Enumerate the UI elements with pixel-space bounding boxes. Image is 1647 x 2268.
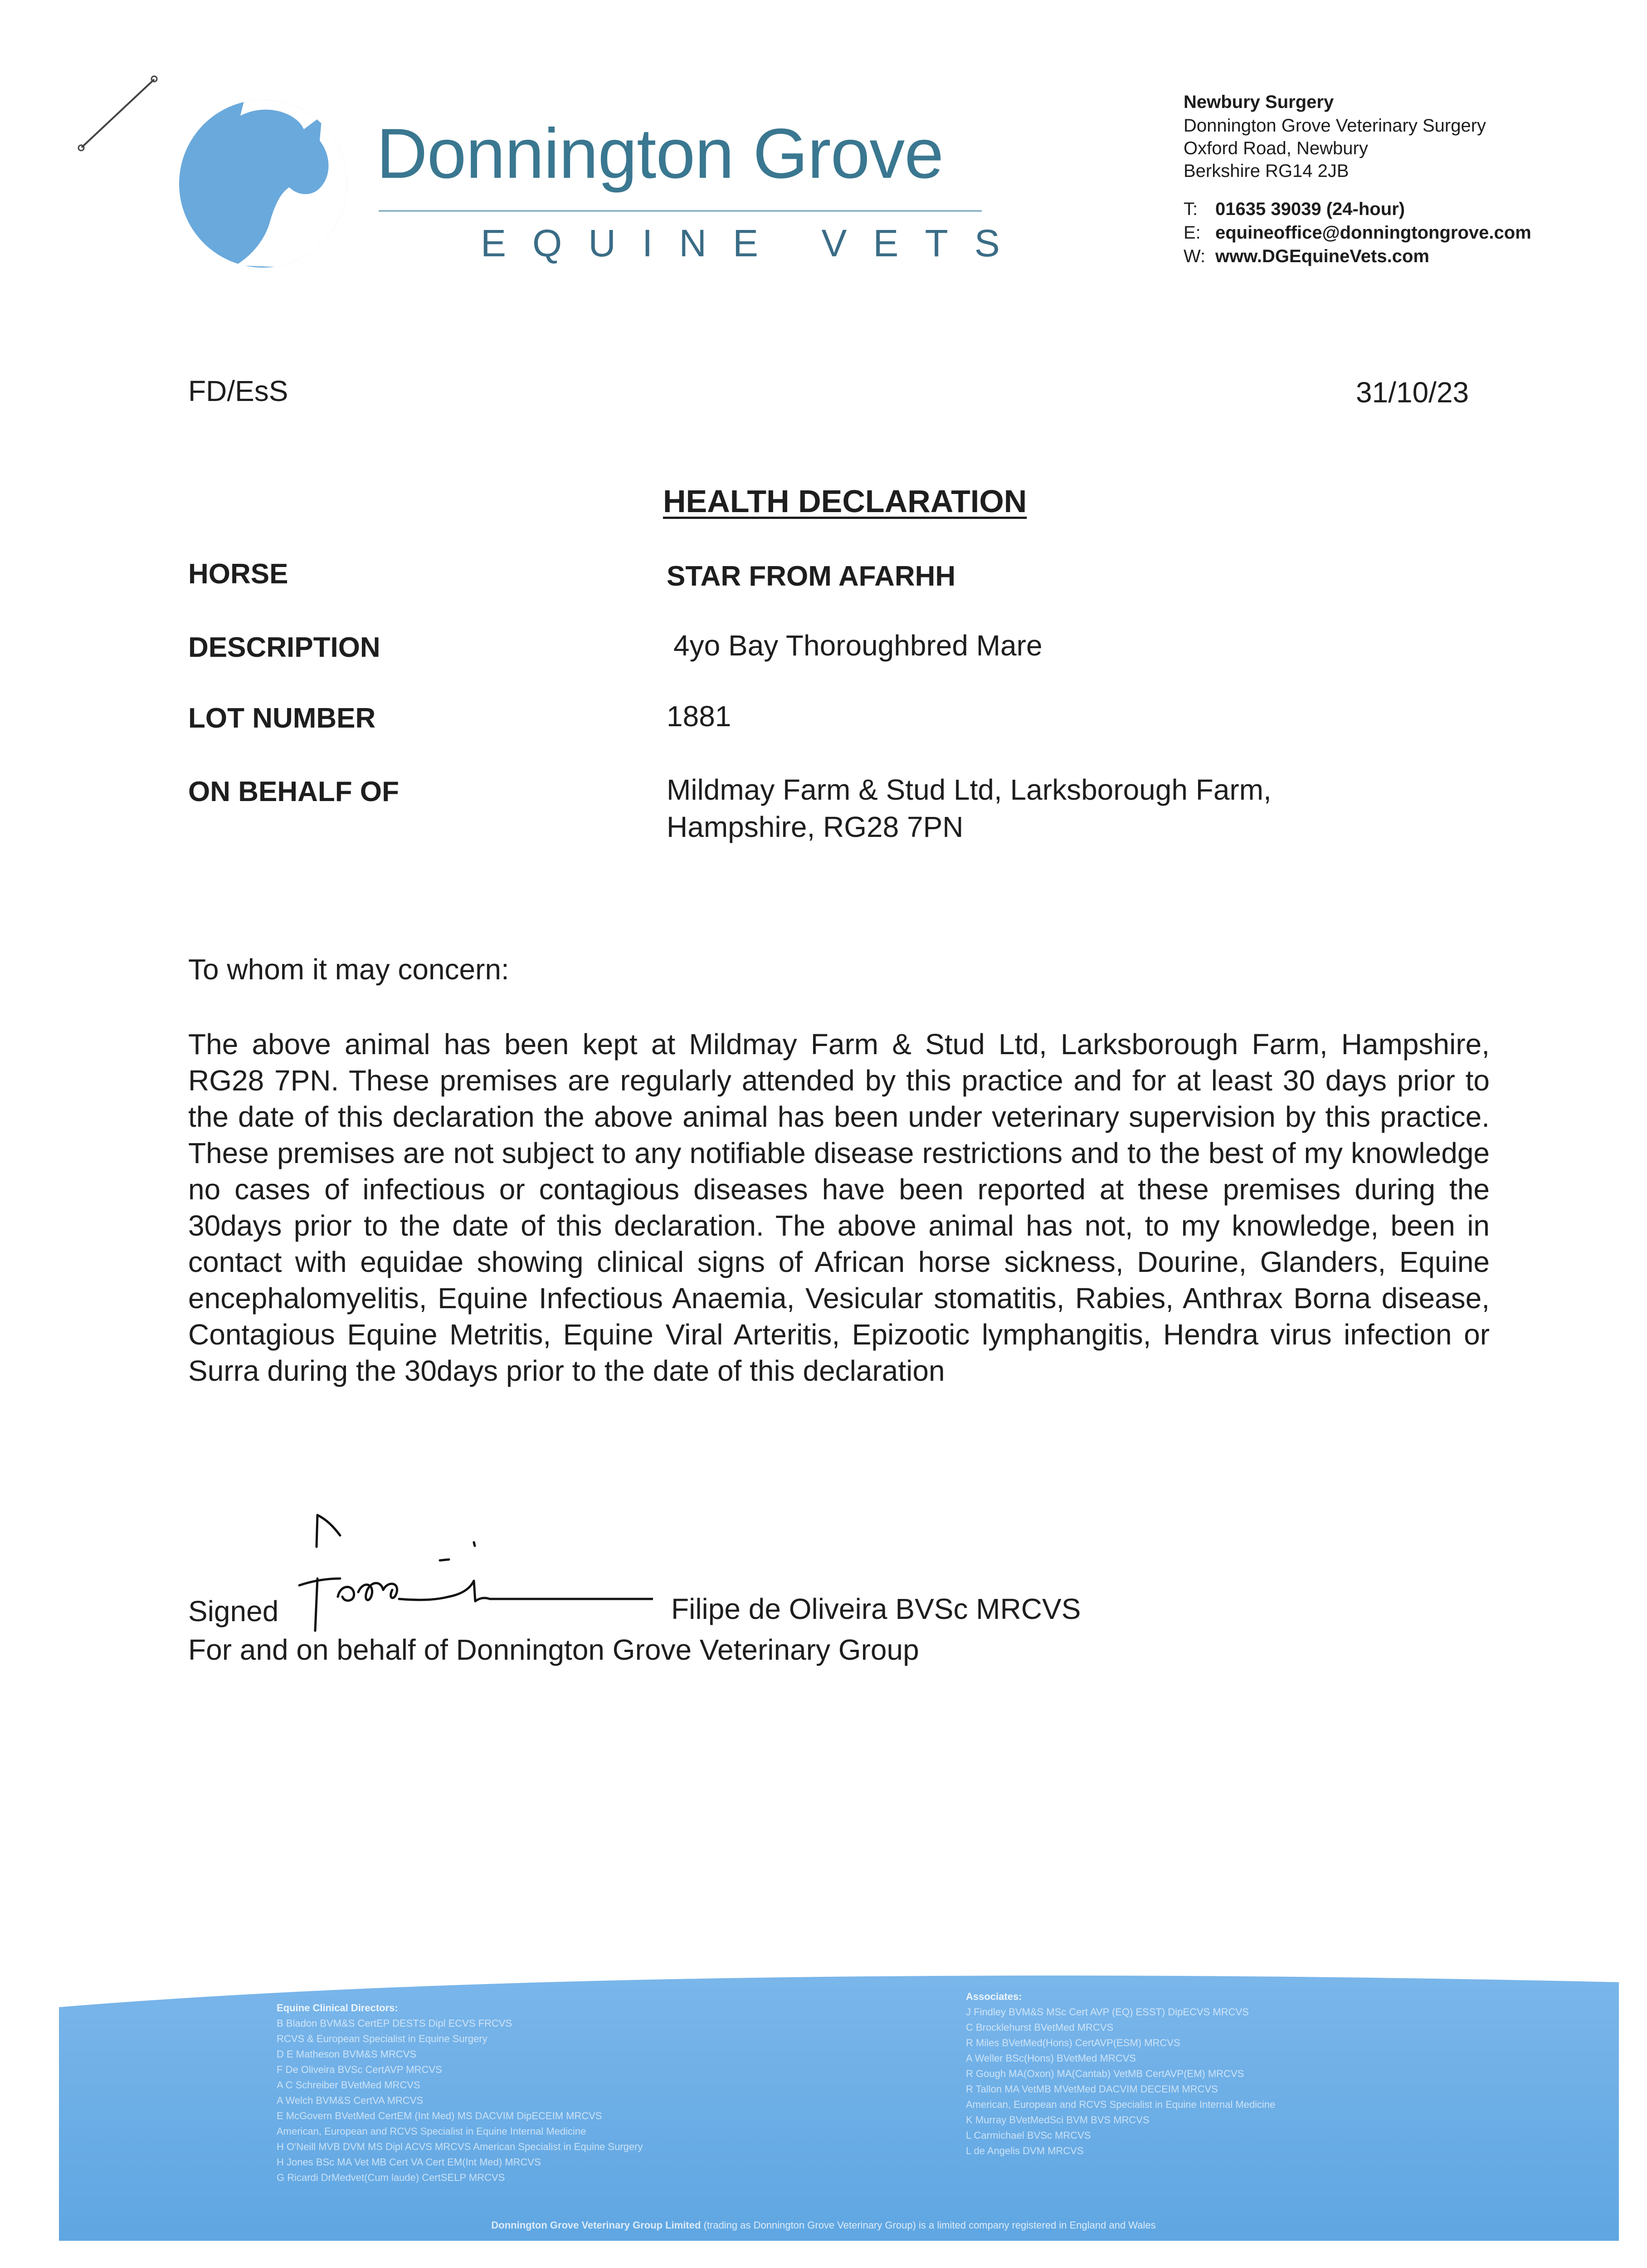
field-label-description: DESCRIPTION <box>188 632 380 663</box>
associate-entry: American, European and RCVS Specialist in Equine Internal Medicine <box>966 2099 1276 2110</box>
contact-email <box>1184 221 1531 244</box>
handwritten-signature <box>290 1506 653 1637</box>
associate-entry: R Miles BVetMed(Hons) CertAVP(ESM) MRCVS <box>966 2037 1180 2048</box>
address-line: Berkshire RG14 2JB <box>1184 161 1349 181</box>
associate-entry: R Gough MA(Oxon) MA(Cantab) VetMB CertAVP(EM) MRCVS <box>966 2068 1244 2079</box>
associates-list <box>966 1989 1275 2159</box>
associate-entry: R Tallon MA VetMB MVetMed DACVIM DECEIM MRCVS <box>966 2083 1218 2095</box>
associate-entry: K Murray BVetMedSci BVM BVS MRCVS <box>966 2114 1150 2126</box>
contact-label: T: <box>1184 199 1198 219</box>
contact-label: W: <box>1184 246 1206 266</box>
associate-entry: L de Angelis DVM MRCVS <box>966 2145 1084 2156</box>
associate-entry: C Brocklehurst BVetMed MRCVS <box>966 2022 1114 2033</box>
brand-divider <box>379 210 982 212</box>
director-entry: H Jones BSc MA Vet MB Cert VA Cert EM(Int Med) MRCVS <box>277 2156 541 2168</box>
on-behalf-statement: For and on behalf of Donnington Grove Veterinary Group <box>188 1633 919 1666</box>
brand-subtitle: EQUINE VETS <box>481 222 1026 264</box>
greeting: To whom it may concern: <box>188 953 509 986</box>
pen-mark <box>73 68 163 159</box>
brand-name: Donnington Grove <box>376 114 944 193</box>
field-value-description: 4yo Bay Thoroughbred Mare <box>673 629 1043 662</box>
signatory-name: Filipe de Oliveira BVSc MRCVS <box>671 1593 1081 1625</box>
field-value-horse: STAR FROM AFARHH <box>667 561 956 592</box>
field-label-horse: HORSE <box>188 558 288 590</box>
email-link[interactable]: equineoffice@donningtongrove.com <box>1215 223 1531 243</box>
declaration-body: The above animal has been kept at Mildmay Farm & Stud Ltd, Larksborough Farm, Hampshire, RG28 7PN. These premises are regularly attended by this practice and for at least 30 days prior to the date of this declaration the above animal has been under veterinary supervision by this practice. These premises are not subject to any notifiable disease restrictions and to the best of my knowledge no cases of infectious or contagious diseases have been reported at these premises during the 30days prior to the date of this declaration. The above animal has not, to my knowledge, been in contact with equidae showing clinical signs of African horse sickness, Dourine, Glanders, Equine encephalomyelitis, Equine Infectious Anaemia, Vesicular stomatitis, Rabies, Anthrax Borna disease, Contagious Equine Metritis, Equine Viral Arteritis, Epizootic lymphangitis, Hendra virus infection or Surra during the 30days prior to the date of this declaration <box>188 1028 1490 1387</box>
director-entry: A Welch BVM&S CertVA MRCVS <box>277 2095 424 2106</box>
field-value-on-behalf-of-line1: Mildmay Farm & Stud Ltd, Larksborough Farm, <box>667 773 1272 806</box>
directors-heading: Equine Clinical Directors: <box>277 2002 398 2014</box>
contact-phone <box>1184 197 1405 221</box>
director-entry: RCVS & European Specialist in Equine Surgery <box>277 2033 487 2044</box>
associate-entry: J Findley BVM&S MSc Cert AVP (EQ) ESST) DipECVS MRCVS <box>966 2006 1249 2018</box>
associate-entry: L Carmichael BVSc MRCVS <box>966 2130 1091 2141</box>
associate-entry: A Weller BSc(Hons) BVetMed MRCVS <box>966 2053 1136 2064</box>
document-title: HEALTH DECLARATION <box>663 484 1027 519</box>
field-value-lot-number: 1881 <box>667 700 731 733</box>
address-title: Newbury Surgery <box>1184 92 1334 112</box>
address-line: Oxford Road, Newbury <box>1184 138 1368 158</box>
field-value-on-behalf-of-line2: Hampshire, RG28 7PN <box>667 811 964 843</box>
company-note: (trading as Donnington Grove Veterinary Group) is a limited company registered in England and Wales <box>703 2219 1156 2231</box>
horse-head-logo-icon <box>172 98 354 270</box>
director-entry: D E Matheson BVM&S MRCVS <box>277 2048 417 2060</box>
director-entry: H O'Neill MVB DVM MS Dipl ACVS MRCVS American Specialist in Equine Surgery <box>277 2141 643 2152</box>
director-entry: F De Oliveira BVSc CertAVP MRCVS <box>277 2064 442 2075</box>
company-name: Donnington Grove Veterinary Group Limited <box>491 2219 701 2231</box>
director-entry: E McGovern BVetMed CertEM (Int Med) MS DACVIM DipECEIM MRCVS <box>277 2110 602 2121</box>
field-label-lot-number: LOT NUMBER <box>188 703 376 734</box>
director-entry: G Ricardi DrMedvet(Cum laude) CertSELP MRCVS <box>277 2172 505 2183</box>
contact-website <box>1184 244 1429 268</box>
address-line: Donnington Grove Veterinary Surgery <box>1184 116 1486 136</box>
director-entry: B Bladon BVM&S CertEP DESTS Dipl ECVS FRCVS <box>277 2018 512 2029</box>
field-label-on-behalf-of: ON BEHALF OF <box>188 776 399 807</box>
contact-label: E: <box>1184 223 1201 243</box>
director-entry: A C Schreiber BVetMed MRCVS <box>277 2079 420 2091</box>
director-entry: American, European and RCVS Specialist in Equine Internal Medicine <box>277 2126 586 2137</box>
company-registration <box>0 2219 1647 2231</box>
directors-list <box>277 2000 643 2185</box>
reference-code: FD/EsS <box>188 375 288 407</box>
signed-label: Signed <box>188 1595 279 1628</box>
document-date: 31/10/23 <box>1356 376 1469 409</box>
phone-value: 01635 39039 (24-hour) <box>1215 199 1405 219</box>
website-link[interactable]: www.DGEquineVets.com <box>1215 246 1429 266</box>
associates-heading: Associates: <box>966 1991 1022 2002</box>
